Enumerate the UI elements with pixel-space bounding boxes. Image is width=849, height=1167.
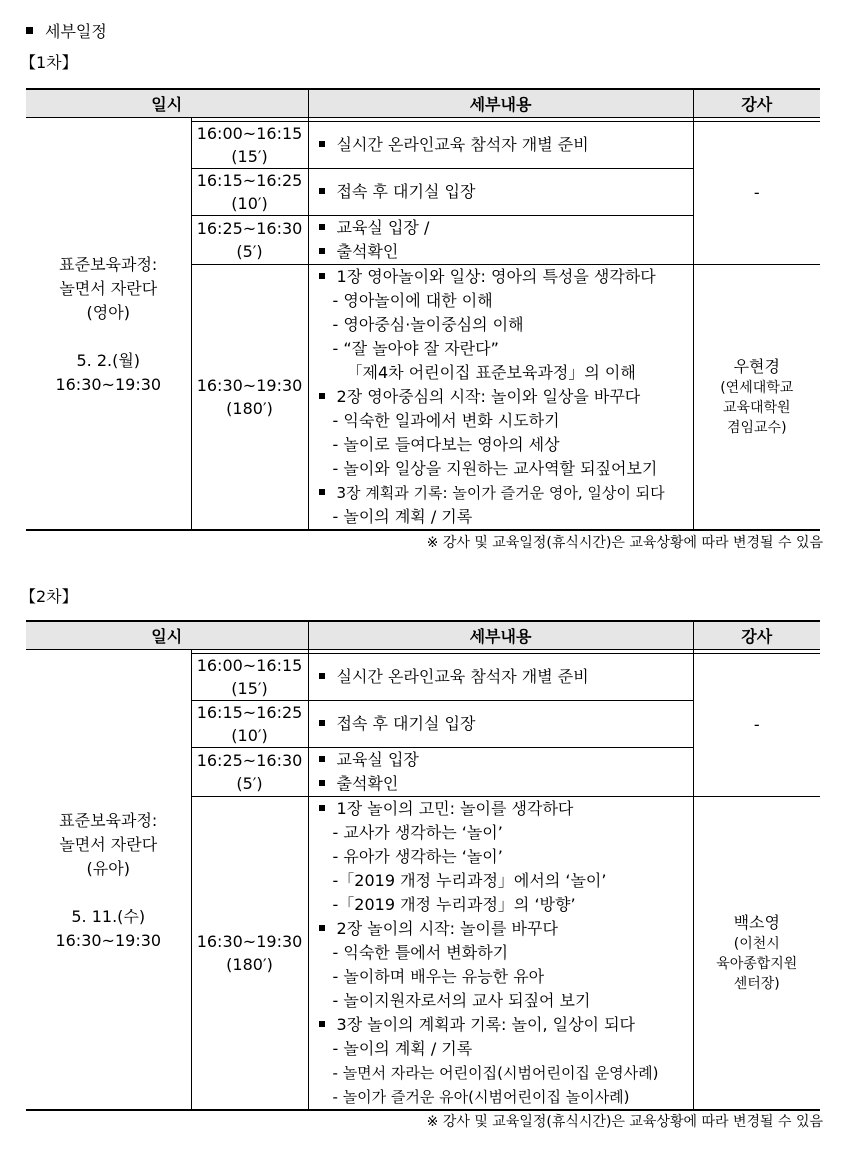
course-date: 5. 2.(월) <box>76 351 141 371</box>
header-content: 세부내용 <box>308 89 693 118</box>
schedule-table-2 <box>26 620 820 1111</box>
lecturer-name: 우현경 <box>733 357 780 376</box>
lecturer-name: 백소영 <box>733 913 780 932</box>
course-cell: 표준보육과정: 놀면서 자란다 (영아) 5. 2.(월) 16:30~19:30 <box>26 122 191 531</box>
session-label: 【2차】 <box>20 587 78 606</box>
table-header-row <box>26 621 820 650</box>
content-cell: 실시간 온라인교육 참석자 개별 준비 <box>308 654 693 701</box>
curriculum-cell: 1장 영아놀이와 일상: 영아의 특성을 생각하다 - 영아놀이에 대한 이해 - 영아중심·놀이중심의 이해 - “잘 놀아야 잘 자란다” 「제4차 어린이집 표준보육과정」의 이해 2장 영아중심의 시작: 놀이와 일상을 바꾸다 - 익숙한 일과에서 변화 시도하기 - 놀이로 들여다보는 영아의 세상 - 놀이와 일상을 지원하는 교사역할 되짚어보기 3장 계획과 기록: 놀이가 즐거운 영아, 일상이 되다 - 놀이의 계획 / 기록 <box>308 265 693 531</box>
lecturer-cell: 백소영 (이천시 육아종합지원 센터장) <box>693 797 820 1111</box>
header-lecturer: 강사 <box>693 89 820 118</box>
course-date: 5. 11.(수) <box>71 907 146 927</box>
table-row: 16:25~16:30 (5′) 교육실 입장 / 출석확인 <box>26 216 820 265</box>
course-time: 16:30~19:30 <box>55 375 162 395</box>
square-bullet-icon <box>26 27 33 34</box>
table-header-row <box>26 89 820 118</box>
header-content: 세부내용 <box>308 621 693 650</box>
header-date: 일시 <box>26 621 308 650</box>
time-cell: 16:00~16:15 (15′) <box>191 654 308 701</box>
table-row: 16:15~16:25 (10′) 접속 후 대기실 입장 <box>26 701 820 748</box>
footnote: ※ 강사 및 교육일정(휴식시간)은 교육상황에 따라 변경될 수 있음 <box>426 535 823 551</box>
lecturer-cell: - <box>693 654 820 797</box>
table-row <box>26 654 820 701</box>
course-cell: 표준보육과정: 놀면서 자란다 (유아) 5. 11.(수) 16:30~19:30 <box>26 654 191 1111</box>
table-row: 16:30~19:30 (180′) 1장 영아놀이와 일상: 영아의 특성을 생각하다 - 영아놀이에 대한 이해 - 영아중심·놀이중심의 이해 - “잘 놀아야 잘 자란다” 「제4차 어린이집 표준보육과정」의 이해 2장 영아중심의 시작: 놀이와 일상을 바꾸다 - 익숙한 일과에서 변화 시도하기 - 놀이로 들여다보는 영아의 세상 - 놀이와 일상을 지원하는 교사역할 되짚어보기 3장 계획과 기록: 놀이가 즐거운 영아, 일상이 되다 - 놀이의 계획 / 기록 우현경 (연세대학교 교육대학원 겸임교수) <box>26 265 820 531</box>
section-heading: 세부일정 <box>26 22 107 42</box>
time-cell: 16:00~16:15 (15′) <box>191 122 308 169</box>
table-row <box>26 122 820 169</box>
schedule-table-1 <box>26 88 820 531</box>
table-row: 16:15~16:25 (10′) 접속 후 대기실 입장 <box>26 169 820 216</box>
curriculum-cell: 1장 놀이의 고민: 놀이를 생각하다 - 교사가 생각하는 ‘놀이’ - 유아가 생각하는 ‘놀이’ -「2019 개정 누리과정」에서의 ‘놀이’ -「2019 개정 누리과정」의 ‘방향’ 2장 놀이의 시작: 놀이를 바꾸다 - 익숙한 틀에서 변화하기 - 놀이하며 배우는 유능한 유아 - 놀이지원자로서의 교사 되짚어 보기 3장 놀이의 계획과 기록: 놀이, 일상이 되다 - 놀이의 계획 / 기록 - 놀면서 자라는 어린이집(시범어린이집 운영사례) - 놀이가 즐거운 유아(시범어린이집 놀이사례) <box>308 797 693 1111</box>
header-lecturer: 강사 <box>693 621 820 650</box>
footnote: ※ 강사 및 교육일정(휴식시간)은 교육상황에 따라 변경될 수 있음 <box>426 1114 823 1130</box>
content-cell: 실시간 온라인교육 참석자 개별 준비 <box>308 122 693 169</box>
header-date: 일시 <box>26 89 308 118</box>
table-row: 16:30~19:30 (180′) 1장 놀이의 고민: 놀이를 생각하다 - 교사가 생각하는 ‘놀이’ - 유아가 생각하는 ‘놀이’ -「2019 개정 누리과정」에서의 ‘놀이’ -「2019 개정 누리과정」의 ‘방향’ 2장 놀이의 시작: 놀이를 바꾸다 - 익숙한 틀에서 변화하기 - 놀이하며 배우는 유능한 유아 - 놀이지원자로서의 교사 되짚어 보기 3장 놀이의 계획과 기록: 놀이, 일상이 되다 - 놀이의 계획 / 기록 - 놀면서 자라는 어린이집(시범어린이집 운영사례) - 놀이가 즐거운 유아(시범어린이집 놀이사례) 백소영 (이천시 육아종합지원 센터장) <box>26 797 820 1111</box>
session-label: 【1차】 <box>20 53 78 72</box>
course-time: 16:30~19:30 <box>55 931 162 951</box>
lecturer-cell: 우현경 (연세대학교 교육대학원 겸임교수) <box>693 265 820 531</box>
lecturer-cell: - <box>693 122 820 265</box>
table-row: 16:25~16:30 (5′) 교육실 입장 출석확인 <box>26 748 820 797</box>
